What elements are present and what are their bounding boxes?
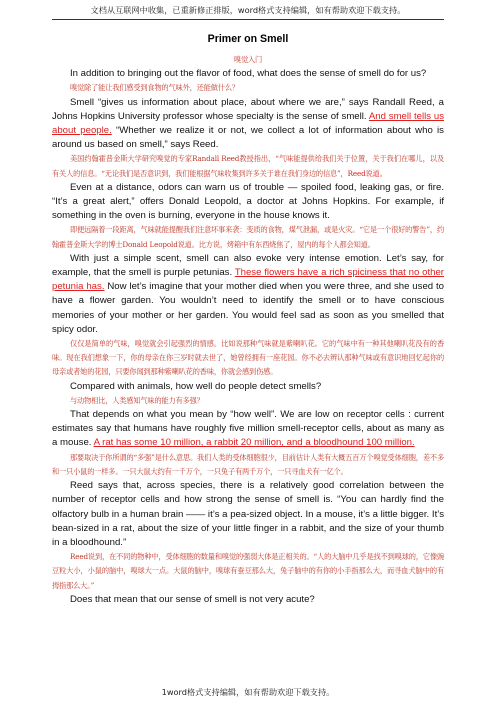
underlined-sentence-petunias: These flowers have a rich spiciness that no other petunia has. <box>52 267 444 293</box>
paragraph-1-zh: 嗅觉除了能让我们感受到食物的气味外，还能做什么？ <box>70 83 239 93</box>
header-rule <box>52 19 444 20</box>
paragraph-2-text-a: Smell “gives us information about place, about where we are,” says Randall Reed, a Johns Hopkins University professor whose specialty is the sense of smell. <box>52 96 444 122</box>
underlined-sentence-receptor-counts: A rat has some 10 million, a rabbit 20 million, and a bloodhound 100 million. <box>93 437 415 449</box>
paragraph-2-en <box>52 96 444 153</box>
paragraph-6-zh: 那要取决于你所谓的“多强”是什么意思。我们人类的受体细胞很少，目前估计人类有大概五百万个嗅觉受体细胞，差不多和一只小鼠的一样多。一只大鼠大约有一千万个，一只兔子有两千万个，一只寻血犬有一亿个。 <box>52 452 444 476</box>
page-footer: 1word格式支持编辑，如有帮助欢迎下载支持。 <box>161 687 335 697</box>
paragraph-5-zh: 与动物相比，人类感知气味的能力有多强？ <box>70 395 204 405</box>
page-title: Primer on Smell <box>207 33 289 45</box>
paragraph-6-text-a: That depends on what you mean by “how well”. We are low on receptor cells : current estimates say that humans have roughly five million smell-receptor cells, about as many as a mouse. <box>52 409 444 449</box>
article-body <box>52 53 444 607</box>
paragraph-8-en: Does that mean that our sense of smell is not very acute? <box>70 593 315 605</box>
paragraph-5-en: Compared with animals, how well do people detect smells? <box>70 380 322 392</box>
underlined-sentence-smell-people: And smell tells us about people. <box>52 110 444 137</box>
paragraph-3-en: Even at a distance, odors can warn us of trouble — spoiled food, leaking gas, or fire. “It’s a great alert,” offers Donald Leopold, a doctor at Johns Hopkins. For example, if something in the oven is burning, everyone in the house knows it. <box>52 181 444 222</box>
paragraph-4-en <box>52 252 444 337</box>
paragraph-6-en <box>52 408 444 451</box>
paragraph-2-zh <box>52 152 444 180</box>
title-translation: 嗅觉入门 <box>233 55 263 64</box>
paragraph-2-zh-highlight: Reed说道。 <box>347 168 387 178</box>
paragraph-7-en: Reed says that, across species, there is a relatively good correlation between the number of receptor cells and how strong the sense of smell is. “You can hardly find the olfactory bulb in a human brain —— it’s a pea-sized object. In a mouse, it’s a little bigger. It’s bean-sized in a rat, about the size of your little finger in a rabbit, and the size of your thumb in a bloodhound.” <box>52 480 444 548</box>
paragraph-2-text-b: “Whether we realize it or not, we collect a lot of information about who is around us based on smell,” says Reed. <box>52 125 444 151</box>
paragraph-2-zh-text: 美国约翰霍普金斯大学研究嗅觉的专家Randall Reed教授指出，“气味能提供给我们关于位置，关于我们在哪儿，以及有关人的信息。“无论我们是否意识到，我们能根据气味收集到许多关于谁在我们身边的信息”， <box>52 154 444 178</box>
paragraph-4-zh: 仅仅是简单的气味，嗅觉就会引起强烈的情感。比如说那种气味就是紫喇叭花。它的气味中有一种其他喇叭花没有的香味。现在我们想象一下，你的母亲在你三岁时就去世了，她曾经拥有一座花园。你不必去辨认那种气味或有意识地回忆起你的母亲或者她的花园，只要你闻到那种紫喇叭花的香味，你就会感到伤感。 <box>52 339 444 377</box>
paragraph-7-zh: Reed说到，在不同的物种中，受体细胞的数量和嗅觉的强弱大体是正相关的。“人的大脑中几乎是找不到嗅球的，它像豌豆粒大小，小鼠的脑中，嗅球大一点。大鼠的脑中，嗅球有蚕豆那么大，兔子脑中的有你的小手指那么大，而寻血犬脑中的有拇指那么大。” <box>52 552 444 590</box>
page-header: 文档从互联网中收集，已重新修正排版，word格式支持编辑，如有帮助欢迎下载支持。 <box>90 5 406 15</box>
paragraph-4-text-a: With just a simple scent, smell can also evoke very intense emotion. Let’s say, for example, that the smell is purple petunias. <box>52 252 444 279</box>
paragraph-1-en: In addition to bringing out the flavor of food, what does the sense of smell do for us? <box>70 68 427 80</box>
paragraph-4-text-b: Now let’s imagine that your mother died when you were three, and she used to have a flower garden. You wouldn’t need to identify the smell or to have conscious memories of your mother or her garden. You would feel sad as soon as you smelled that spicy odor. <box>52 281 444 335</box>
paragraph-3-zh: 即便远隔着一段距离，气味就能提醒我们注意坏事来袭：变质的食物，煤气泄漏，或是火灾。“它是一个很好的警告”，约翰霍普金斯大学的博士Donald Leopold说道。比方说，烤箱中有东西烧焦了，屋内的每个人都会知道。 <box>52 225 444 249</box>
